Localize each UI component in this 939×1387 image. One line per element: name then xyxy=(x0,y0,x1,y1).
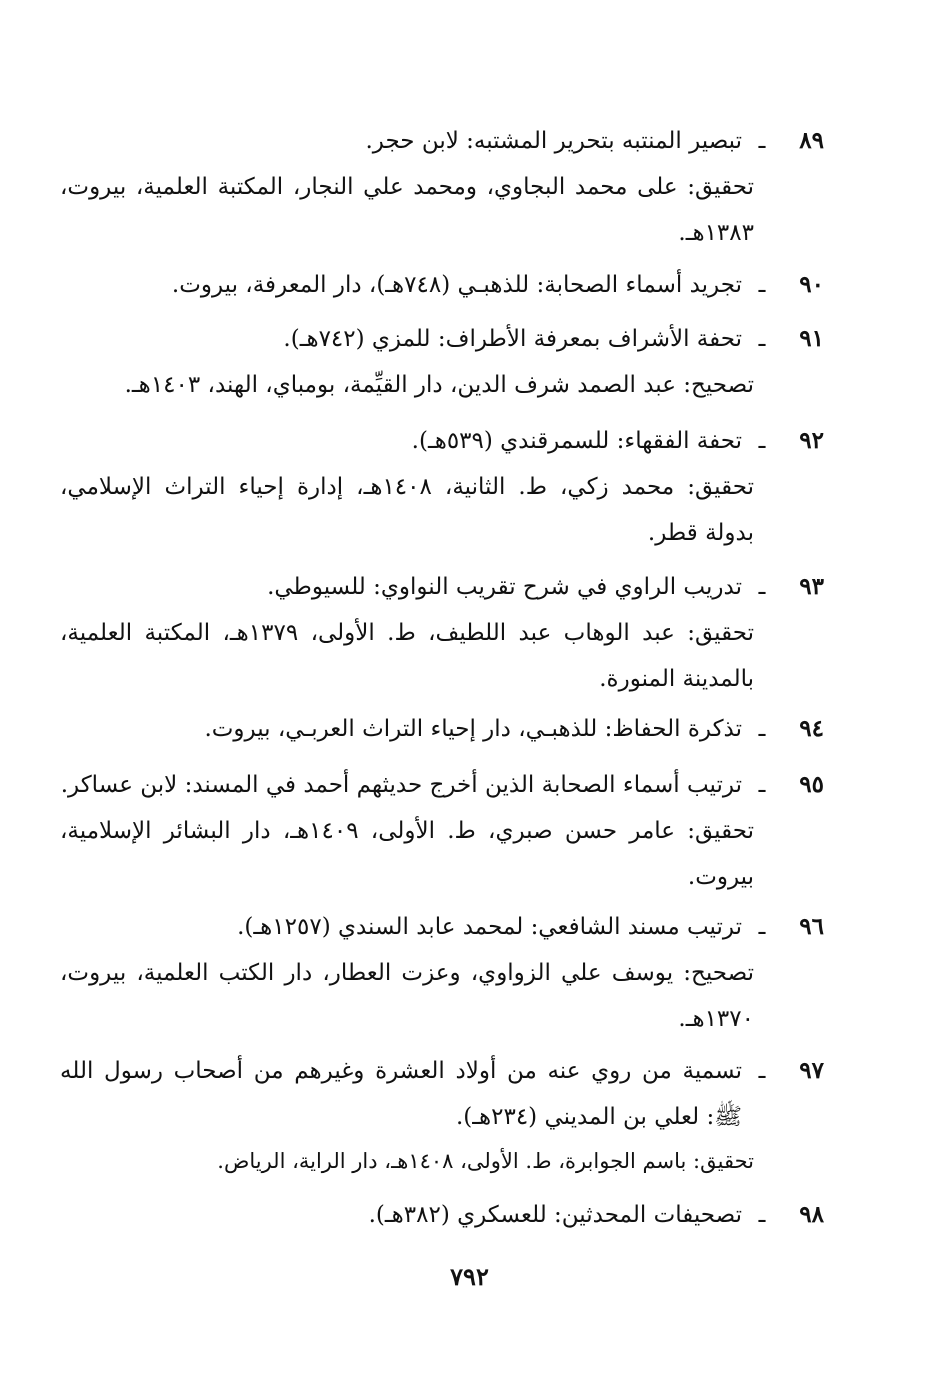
entry-number: ٩٨ xyxy=(799,1201,824,1228)
entry-heading xyxy=(60,316,824,362)
reference-entry-94 xyxy=(60,706,824,752)
entry-detail: تحقيق: باسم الجوابرة، ط. الأولى، ١٤٠٨هـ، دار الراية، الرياض. xyxy=(217,1149,754,1173)
entry-title: تدريب الراوي في شرح تقريب النواوي: للسيوطي. xyxy=(267,574,742,600)
entry-number: ٩١ xyxy=(799,325,824,352)
entry-detail: تصحيح: يوسف علي الزواوي، وعزت العطار، دار الكتب العلمية، بيروت، ١٣٧٠هـ. xyxy=(60,960,754,1032)
entry-heading xyxy=(60,118,824,164)
entry-detail: تحقيق: عامر حسن صبري، ط. الأولى، ١٤٠٩هـ، دار البشائر الإسلامية، بيروت. xyxy=(60,818,754,890)
entry-number: ٨٩ xyxy=(799,127,824,154)
entry-dash: ـ xyxy=(758,326,766,352)
entry-dash: ـ xyxy=(758,914,766,940)
reference-entry-89 xyxy=(60,118,824,256)
entry-title: تسمية من روي عنه من أولاد العشرة وغيرهم من أصحاب رسول الله ﷺ: لعلي بن المديني (٢٣٤هـ). xyxy=(60,1058,742,1130)
reference-entry-96 xyxy=(60,904,824,1042)
entry-title: تجريد أسماء الصحابة: للذهبـي (٧٤٨هـ)، دار المعرفة، بيروت. xyxy=(171,272,742,298)
entry-number: ٩٢ xyxy=(799,427,824,454)
entry-detail: تحقيق: محمد زكي، ط. الثانية، ١٤٠٨هـ، إدارة إحياء التراث الإسلامي، بدولة قطر. xyxy=(60,474,754,546)
entry-number: ٩٥ xyxy=(799,771,824,798)
reference-entry-98 xyxy=(60,1192,824,1238)
entry-title: تحفة الأشراف بمعرفة الأطراف: للمزي (٧٤٢هـ). xyxy=(283,326,742,352)
entry-detail: تحقيق: عبد الوهاب عبد اللطيف، ط. الأولى، ١٣٧٩هـ، المكتبة العلمية، بالمدينة المنورة. xyxy=(60,620,754,692)
entry-heading xyxy=(60,262,824,308)
entry-title: تذكرة الحفاظ: للذهبـي، دار إحياء التراث العربـي، بيروت. xyxy=(204,716,742,742)
reference-entry-92 xyxy=(60,418,824,556)
entry-title: تحفة الفقهاء: للسمرقندي (٥٣٩هـ). xyxy=(411,428,742,454)
reference-entry-95 xyxy=(60,762,824,900)
entry-dash: ـ xyxy=(758,1202,766,1228)
entry-number: ٩٠ xyxy=(799,271,824,298)
entry-title: تبصير المنتبه بتحرير المشتبه: لابن حجر. xyxy=(365,128,742,154)
entry-number: ٩٣ xyxy=(799,573,824,600)
entry-dash: ـ xyxy=(758,272,766,298)
entry-heading xyxy=(60,706,824,752)
reference-entry-90 xyxy=(60,262,824,308)
entry-number: ٩٦ xyxy=(799,913,824,940)
entry-dash: ـ xyxy=(758,128,766,154)
entry-heading xyxy=(60,904,824,950)
entry-number: ٩٤ xyxy=(799,715,824,742)
entry-heading xyxy=(60,1048,824,1140)
reference-entry-93 xyxy=(60,564,824,702)
entry-dash: ـ xyxy=(758,772,766,798)
entry-dash: ـ xyxy=(758,1058,766,1084)
entry-title: ترتيب مسند الشافعي: لمحمد عابد السندي (١٢٥٧هـ). xyxy=(237,914,742,940)
entry-heading xyxy=(60,1192,824,1238)
entry-number: ٩٧ xyxy=(799,1057,824,1084)
entry-dash: ـ xyxy=(758,428,766,454)
entry-heading xyxy=(60,564,824,610)
page-number: ٧٩٢ xyxy=(450,1262,489,1291)
reference-entry-91 xyxy=(60,316,824,408)
entry-detail: تصحيح: عبد الصمد شرف الدين، دار القيِّمة، بومباي، الهند، ١٤٠٣هـ. xyxy=(124,372,754,398)
entry-heading xyxy=(60,762,824,808)
entry-heading xyxy=(60,418,824,464)
entry-detail: تحقيق: على محمد البجاوي، ومحمد علي النجار، المكتبة العلمية، بيروت، ١٣٨٣هـ. xyxy=(60,174,754,246)
entry-title: ترتيب أسماء الصحابة الذين أخرج حديثهم أحمد في المسند: لابن عساكر. xyxy=(60,772,742,798)
entry-title: تصحيفات المحدثين: للعسكري (٣٨٢هـ). xyxy=(368,1202,742,1228)
reference-entry-97 xyxy=(60,1048,824,1182)
entry-dash: ـ xyxy=(758,716,766,742)
entry-dash: ـ xyxy=(758,574,766,600)
